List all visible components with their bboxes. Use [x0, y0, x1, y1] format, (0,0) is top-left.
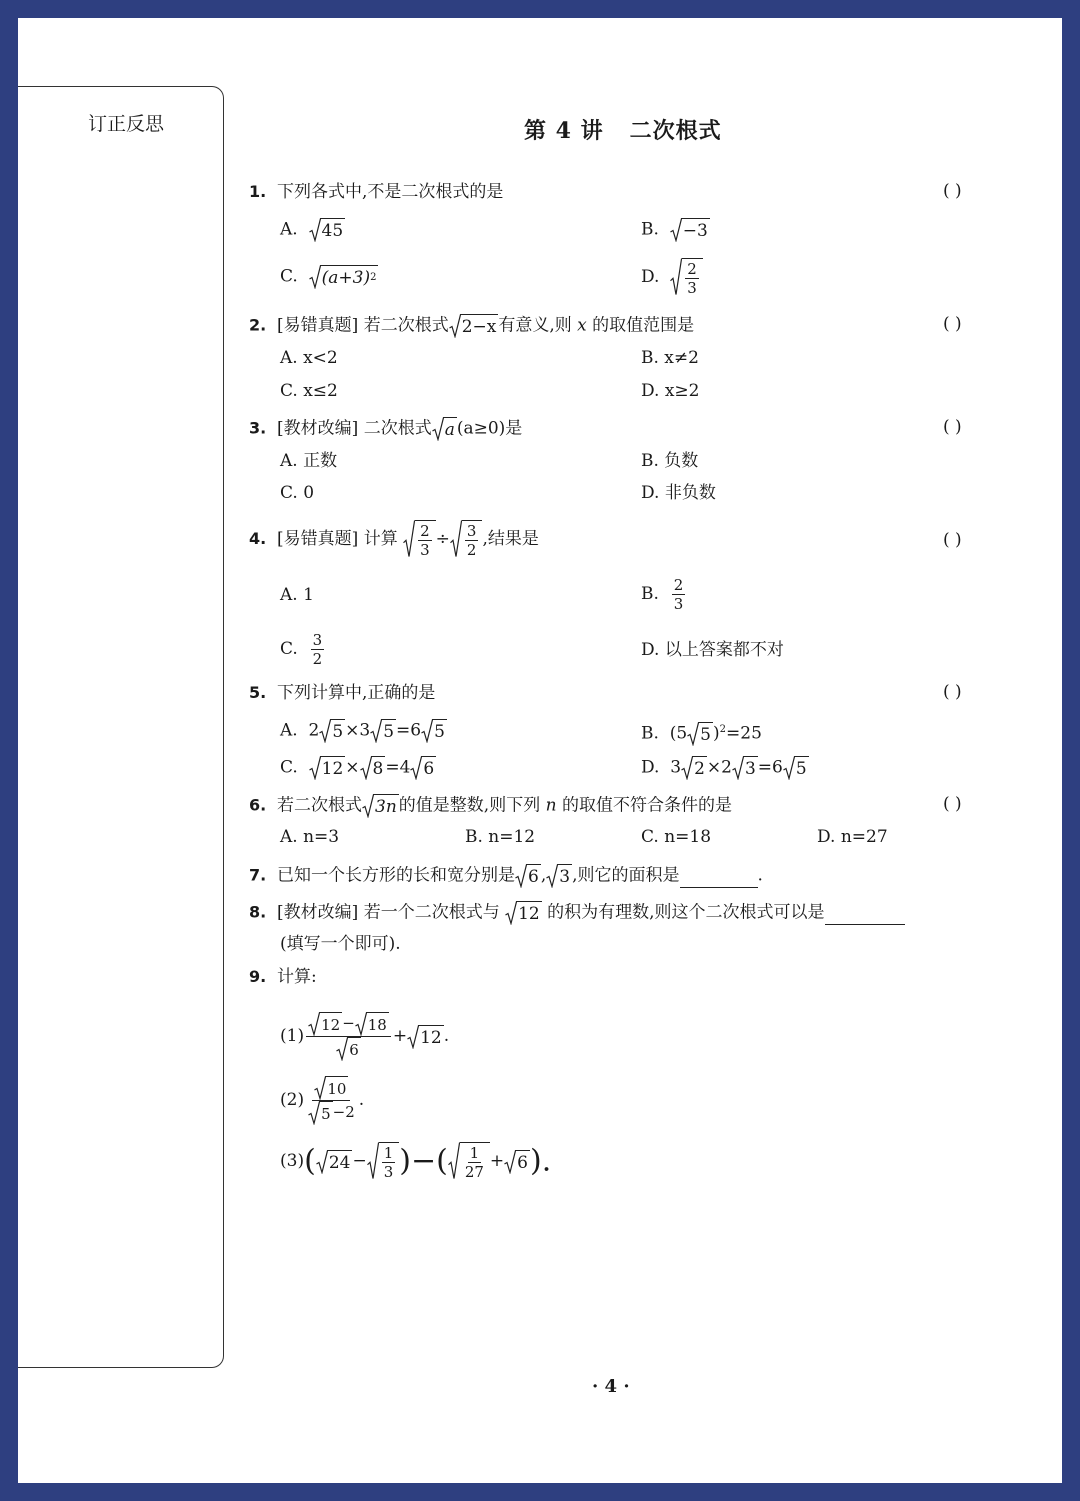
radical-sign-icon	[681, 756, 693, 780]
radical-sign-icon	[370, 719, 382, 743]
radical: 5	[308, 1101, 333, 1125]
q9-part-1: (1) 12 − 18 6 + 12 .	[280, 1014, 450, 1059]
q1-stem: 1. 下列各式中,不是二次根式的是	[249, 182, 504, 202]
radical-sign-icon	[355, 1012, 367, 1036]
q6-option-b[interactable]: B. n=12	[465, 827, 536, 847]
q9-stem: 9. 计算:	[249, 967, 317, 987]
radical: 45	[309, 218, 346, 242]
radical-sign-icon	[367, 1142, 379, 1181]
radical-sign-icon	[308, 1012, 320, 1036]
q5-answer-paren: ( )	[943, 682, 962, 702]
radical-sign-icon	[309, 218, 321, 242]
q3-option-b[interactable]: B. 负数	[641, 451, 699, 471]
radical: 6	[504, 1150, 530, 1174]
radical: 12	[308, 1012, 342, 1036]
radical-sign-icon	[670, 218, 682, 242]
radical-sign-icon	[309, 265, 321, 289]
radical-sign-icon	[316, 1150, 328, 1174]
q1-option-d[interactable]: D. $\frac{2}{3}$	[641, 258, 703, 297]
q7-stem: 7. 已知一个长方形的长和宽分别是 6 , 3 ,则它的面积是 .	[249, 865, 763, 887]
q1-option-c[interactable]: C. (a+3) 2	[280, 266, 377, 288]
q4-stem: 4. [易错真题] 计算 $\frac{2}{3}$ ÷ $\frac{3}{2}$ ,结果是	[249, 522, 539, 559]
q4-option-c[interactable]: C. $\frac{3}{2}$	[280, 631, 323, 668]
radical-sign-icon	[515, 864, 527, 888]
radical: 12	[309, 756, 346, 780]
radical-sign-icon	[732, 756, 744, 780]
radical-sign-icon	[309, 756, 321, 780]
radical: $\frac{1}{27}$	[448, 1142, 490, 1181]
radical: 2−x	[449, 314, 499, 338]
q9-part-2: (2) 10 5 −2 .	[280, 1076, 364, 1125]
q8-stem: 8. [教材改编] 若一个二次根式与 12 的积为有理数,则这个二次根式可以是	[249, 901, 905, 925]
q9-part-3: (3)( 24 − $\frac{1}{3}$ )−( $\frac{1}{27}$ + 6 ).	[280, 1143, 552, 1181]
q1-option-b[interactable]: B. −3	[641, 219, 708, 241]
q1-answer-paren: ( )	[943, 181, 962, 201]
radical: 5	[319, 719, 345, 743]
radical-sign-icon	[362, 794, 374, 818]
q2-option-c[interactable]: C. x≤2	[280, 381, 338, 401]
sidebar-title: 订正反思	[88, 113, 165, 135]
q6-option-a[interactable]: A. n=3	[280, 827, 340, 847]
lesson-title	[524, 114, 722, 145]
radical-sign-icon	[783, 756, 795, 780]
radical: $\frac{2}{3}$	[670, 258, 703, 297]
q3-answer-paren: ( )	[943, 417, 962, 437]
radical: 24	[316, 1150, 353, 1174]
q6-answer-paren: ( )	[943, 794, 962, 814]
radical-sign-icon	[336, 1037, 348, 1061]
radical-sign-icon	[505, 901, 517, 925]
radical-sign-icon	[687, 722, 699, 746]
q3-option-a[interactable]: A. 正数	[280, 451, 338, 471]
q5-option-c[interactable]: C. 12 × 8 =4 6	[280, 757, 435, 779]
radical: 8	[360, 756, 386, 780]
q3-option-d[interactable]: D. 非负数	[641, 483, 716, 503]
q4-option-a[interactable]: A. 1	[280, 585, 314, 605]
radical-sign-icon	[410, 756, 422, 780]
reflection-sidebar	[18, 86, 224, 1368]
radical-sign-icon	[360, 756, 372, 780]
lesson-topic: 二次根式	[629, 118, 722, 144]
radical: 12	[407, 1025, 444, 1049]
page-number: · 4 ·	[592, 1376, 630, 1397]
radical: 12	[505, 901, 542, 925]
q8-note: (填写一个即可).	[280, 934, 401, 954]
lesson-number: 第 4 讲	[524, 118, 604, 144]
radical: 2	[681, 756, 707, 780]
q7-answer-blank[interactable]	[680, 869, 758, 888]
radical-sign-icon	[450, 520, 462, 559]
q6-option-c[interactable]: C. n=18	[641, 827, 712, 847]
q4-option-b[interactable]: B. $\frac{2}{3}$	[641, 576, 684, 613]
radical-sign-icon	[449, 314, 461, 338]
q4-answer-paren: ( )	[943, 530, 962, 550]
q6-stem: 6. 若二次根式 3n 的值是整数,则下列 n 的取值不符合条件的是	[249, 795, 732, 817]
radical: 5	[687, 722, 713, 746]
radical-sign-icon	[670, 258, 682, 297]
radical: 5	[370, 719, 396, 743]
radical-sign-icon	[308, 1101, 320, 1125]
q3-stem: 3. [教材改编] 二次根式 a (a≥0)是	[249, 418, 523, 440]
radical: 3	[732, 756, 758, 780]
q6-option-d[interactable]: D. n=27	[817, 827, 888, 847]
radical: 5	[421, 719, 447, 743]
radical: −3	[670, 218, 710, 242]
q5-option-a[interactable]: A. 2 5 ×3 5 =6 5	[280, 720, 445, 742]
q2-stem: 2. [易错真题] 若二次根式 2−x 有意义,则 x 的取值范围是	[249, 315, 695, 337]
radical-sign-icon	[314, 1076, 326, 1100]
radical: 3	[546, 864, 572, 888]
q5-option-d[interactable]: D. 3 2 ×2 3 =6 5	[641, 757, 807, 779]
radical-sign-icon	[407, 1025, 419, 1049]
radical-sign-icon	[504, 1150, 516, 1174]
q3-option-c[interactable]: C. 0	[280, 483, 315, 503]
radical-sign-icon	[319, 719, 331, 743]
q2-option-b[interactable]: B. x≠2	[641, 348, 699, 368]
q8-answer-blank[interactable]	[825, 906, 905, 925]
radical: $\frac{1}{3}$	[367, 1142, 400, 1181]
worksheet-page	[18, 18, 1062, 1483]
radical-sign-icon	[448, 1142, 460, 1181]
radical: 6	[515, 864, 541, 888]
q2-option-a[interactable]: A. x<2	[280, 348, 338, 368]
q1-option-a[interactable]: A. 45	[280, 219, 344, 241]
radical-sign-icon	[546, 864, 558, 888]
radical: $\frac{3}{2}$	[450, 520, 483, 559]
radical: 5	[783, 756, 809, 780]
radical-sign-icon	[403, 520, 415, 559]
q2-answer-paren: ( )	[943, 314, 962, 334]
q5-option-b[interactable]: B. (5 5 )$^2$=25	[641, 723, 762, 746]
q2-option-d[interactable]: D. x≥2	[641, 381, 700, 401]
q4-option-d[interactable]: D. 以上答案都不对	[641, 640, 784, 660]
radical: a	[432, 417, 457, 441]
radical-sign-icon	[432, 417, 444, 441]
radical: (a+3) 2	[309, 265, 379, 289]
radical: 18	[355, 1012, 389, 1036]
radical: 10	[314, 1076, 348, 1100]
q5-stem: 5. 下列计算中,正确的是	[249, 683, 436, 703]
radical: 6	[336, 1037, 361, 1061]
radical-sign-icon	[421, 719, 433, 743]
radical: 3n	[362, 794, 399, 818]
radical: $\frac{2}{3}$	[403, 520, 436, 559]
radical: 6	[410, 756, 436, 780]
